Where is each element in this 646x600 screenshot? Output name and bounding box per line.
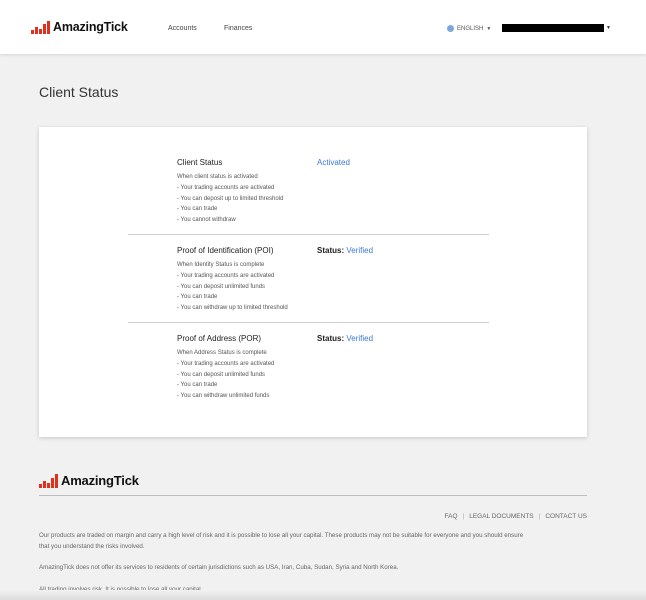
- status-indicator: [317, 158, 350, 167]
- description-line: - Your trading accounts are activated: [177, 360, 275, 367]
- footer-divider: [39, 495, 587, 496]
- description-line: When Identity Status is complete: [177, 262, 265, 268]
- brand-logo[interactable]: [31, 20, 128, 34]
- description-line: - You can withdraw unlimited funds: [177, 393, 270, 400]
- status-value: Activated: [317, 158, 350, 167]
- footer-logo[interactable]: [39, 473, 139, 488]
- section-divider: [128, 322, 489, 323]
- nav-accounts[interactable]: Accounts: [168, 25, 197, 32]
- description-line: - You can deposit unlimited funds: [177, 371, 266, 378]
- top-navigation-bar: [0, 0, 646, 54]
- section-description: [177, 260, 288, 314]
- status-value: Verified: [346, 246, 374, 255]
- jurisdiction-notice: AmazingTick does not offer its services to residents of certain jurisdictions such as USA, Iran, Cuba, Sudan, Syria and North Korea.: [39, 564, 399, 571]
- section-description: [177, 172, 283, 226]
- description-line: - Your trading accounts are activated: [177, 272, 275, 279]
- section-title: Proof of Address (POR): [177, 334, 262, 343]
- status-label: Status:: [317, 246, 345, 255]
- bottom-shadow: [0, 590, 646, 600]
- description-line: When client status is activated: [177, 174, 258, 180]
- risk-disclaimer-line: that you understand the risks involved.: [39, 543, 145, 550]
- description-line: - You can deposit up to limited threshold: [177, 195, 284, 202]
- footer-links: [445, 513, 588, 520]
- description-line: - You cannot withdraw: [177, 217, 236, 224]
- language-selector[interactable]: [447, 25, 491, 32]
- status-card: [39, 127, 587, 437]
- faq-link[interactable]: FAQ: [444, 513, 458, 520]
- contact-us-link[interactable]: CONTACT US: [545, 513, 587, 520]
- logo-bars-icon: [39, 474, 58, 488]
- risk-disclaimer-line: Our products are traded on margin and carry a high level of risk and it is possible to lose all your capital. These products may not be suitable for everyone and you should ensure: [39, 532, 524, 539]
- page-title: Client Status: [39, 84, 119, 100]
- description-line: - You can deposit unlimited funds: [177, 283, 266, 290]
- status-value: Verified: [346, 334, 374, 343]
- language-label: ENGLISH: [457, 25, 484, 32]
- description-line: - You can trade: [177, 206, 218, 213]
- section-title: Proof of Identification (POI): [177, 246, 274, 255]
- description-line: - You can trade: [177, 382, 218, 389]
- user-menu-chevron-icon[interactable]: ▼: [606, 25, 611, 31]
- link-separator: |: [538, 513, 541, 520]
- chevron-down-icon: ▼: [486, 25, 492, 32]
- section-divider: [128, 234, 489, 235]
- nav-finances[interactable]: Finances: [224, 25, 253, 32]
- footer-brand-name: AmazingTick: [61, 473, 139, 488]
- description-line: When Address Status is complete: [177, 350, 267, 356]
- description-line: - Your trading accounts are activated: [177, 184, 275, 191]
- section-title: Client Status: [177, 158, 223, 167]
- link-separator: |: [462, 513, 465, 520]
- logo-bars-icon: [31, 21, 50, 34]
- risk-disclaimer: [39, 530, 589, 552]
- user-menu-redacted[interactable]: [502, 24, 604, 32]
- description-line: - You can trade: [177, 294, 218, 301]
- globe-icon: [447, 25, 454, 32]
- description-line: - You can withdraw up to limited threshold: [177, 305, 288, 312]
- status-indicator: [317, 246, 373, 255]
- status-indicator: [317, 334, 373, 343]
- status-label: Status:: [317, 334, 345, 343]
- brand-name: AmazingTick: [53, 20, 128, 34]
- legal-documents-link[interactable]: LEGAL DOCUMENTS: [469, 513, 534, 520]
- section-description: [177, 348, 274, 402]
